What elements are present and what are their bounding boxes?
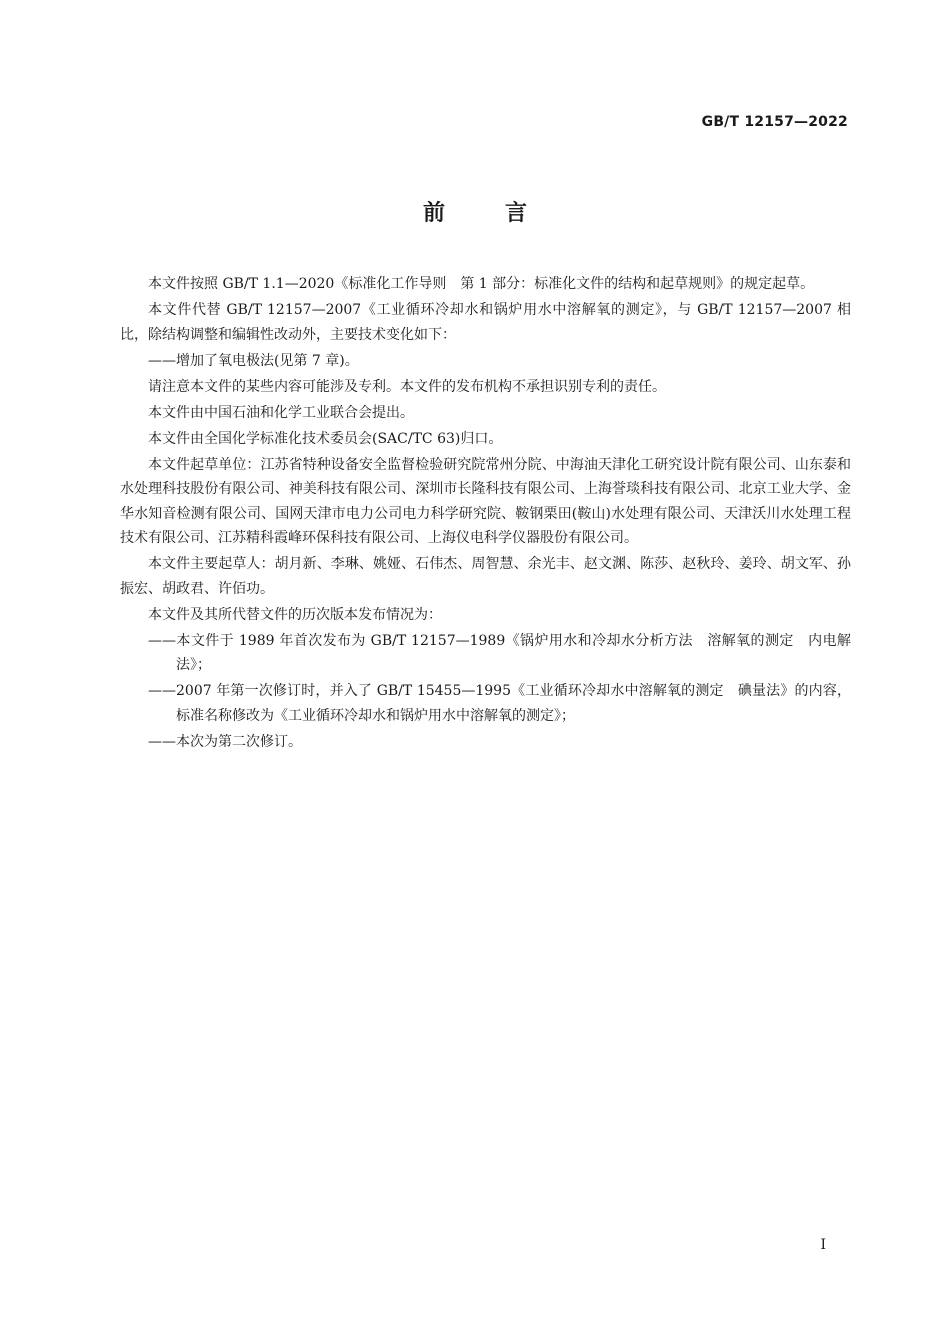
paragraph-patent-notice: 请注意本文件的某些内容可能涉及专利。本文件的发布机构不承担识别专利的责任。 bbox=[148, 378, 666, 395]
list-item-history-1989: ——本文件于 1989 年首次发布为 GB/T 12157—1989《锅炉用水和冷却水分析方法 溶解氧的测定 内电解法》； bbox=[148, 632, 851, 673]
paragraph-drafters: 本文件主要起草人：胡月新、李琳、姚娅、石伟杰、周智慧、余光丰、赵文渊、陈莎、赵秋玲、姜玲、胡文军、孙振宏、胡政君、许佰功。 bbox=[120, 556, 851, 597]
paragraph-managed-by: 本文件由全国化学标准化技术委员会(SAC/TC 63)归口。 bbox=[148, 430, 503, 447]
standard-code: GB/T 12157—2022 bbox=[701, 114, 848, 130]
list-item-history-current: ——本次为第二次修订。 bbox=[148, 733, 302, 750]
foreword-body bbox=[120, 272, 851, 756]
paragraph-drafting-units: 本文件起草单位：江苏省特种设备安全监督检验研究院常州分院、中海油天津化工研究设计院有限公司、山东泰和水处理科技股份有限公司、神美科技有限公司、深圳市长隆科技有限公司、上海誉琰科技有限公司、北京工业大学、金华水知音检测有限公司、国网天津市电力公司电力科学研究院、鞍钢栗田(鞍山)水处理有限公司、天津沃川水处理工程技术有限公司、江苏精科霞峰环保科技有限公司、上海仪电科学仪器股份有限公司。 bbox=[120, 456, 851, 546]
page-title: 前言 bbox=[422, 201, 587, 226]
list-item-tech-change: ——增加了氧电极法(见第 7 章)。 bbox=[148, 352, 359, 369]
page-number: I bbox=[820, 1237, 826, 1253]
paragraph-version-history: 本文件及其所代替文件的历次版本发布情况为： bbox=[148, 606, 442, 623]
paragraph-proposed-by: 本文件由中国石油和化学工业联合会提出。 bbox=[148, 404, 414, 421]
paragraph-replacement: 本文件代替 GB/T 12157—2007《工业循环冷却水和锅炉用水中溶解氧的测定》，与 GB/T 12157—2007 相比，除结构调整和编辑性改动外，主要技术变化如下： bbox=[120, 302, 851, 343]
list-item-history-2007: ——2007 年第一次修订时，并入了 GB/T 15455—1995《工业循环冷却水中溶解氧的测定 碘量法》的内容，标准名称修改为《工业循环冷却水和锅炉用水中溶解氧的测定》； bbox=[148, 683, 851, 724]
paragraph-drafting-rules: 本文件按照 GB/T 1.1—2020《标准化工作导则 第 1 部分：标准化文件的结构和起草规则》的规定起草。 bbox=[148, 276, 815, 292]
